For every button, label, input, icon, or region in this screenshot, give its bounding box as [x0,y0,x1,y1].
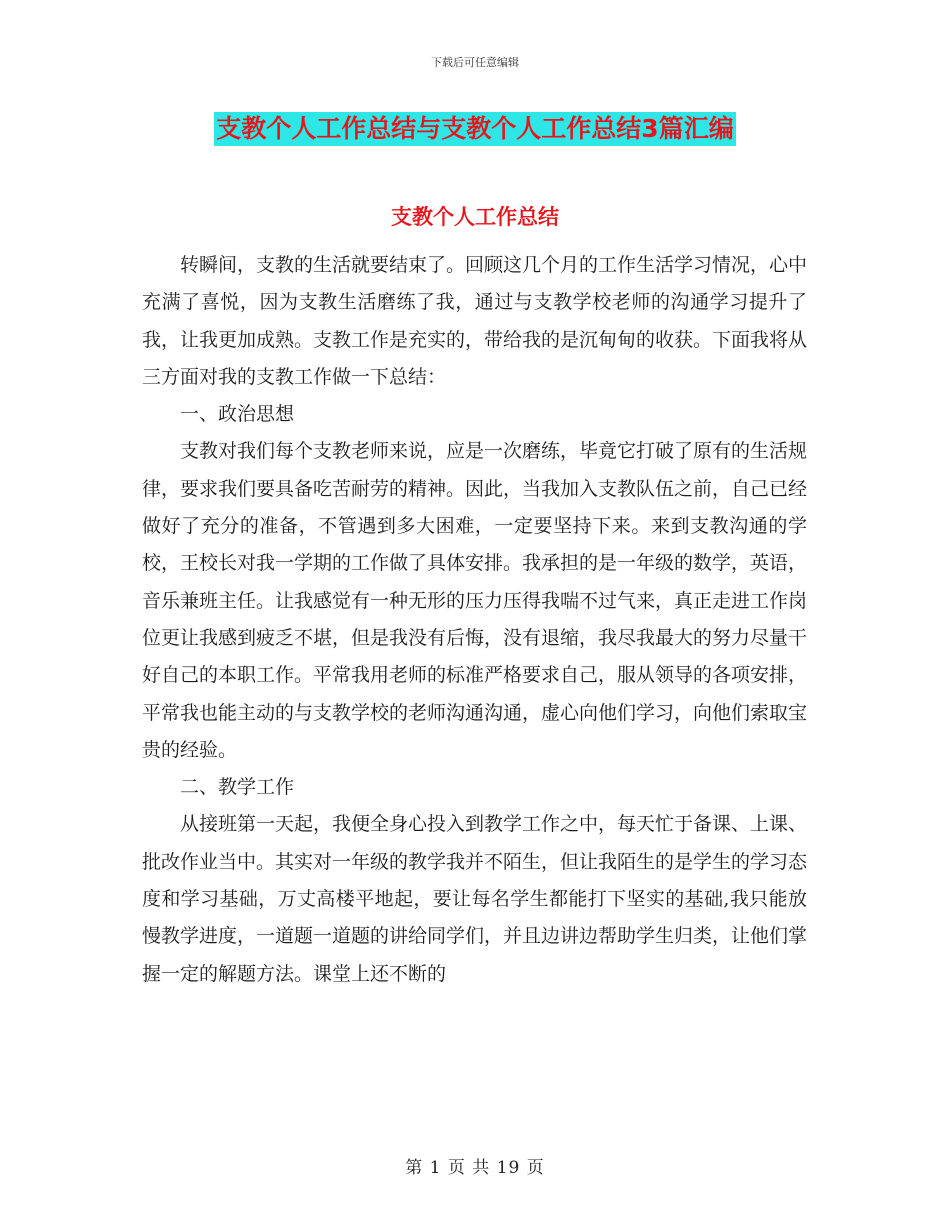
paragraph-intro: 转瞬间，支教的生活就要结束了。回顾这几个月的工作生活学习情况，心中充满了喜悦，因为支教生活磨练了我，通过与支教学校老师的沟通学习提升了我，让我更加成熟。支教工作是充实的，带给我的是沉甸甸的收获。下面我将从三方面对我的支教工作做一下总结： [142,254,808,388]
paragraph-politics: 支教对我们每个支教老师来说，应是一次磨练，毕竟它打破了原有的生活规律，要求我们要具备吃苦耐劳的精神。因此，当我加入支教队伍之前，自己已经做好了充分的准备，不管遇到多大困难，一定要坚持下来。来到支教沟通的学校，王校长对我一学期的工作做了具体安排。我承担的是一年级的数学，英语，音乐兼班主任。让我感觉有一种无形的压力压得我喘不过气来，真正走进工作岗位更让我感到疲乏不堪，但是我没有后悔，没有退缩，我尽我最大的努力尽量干好自己的本职工作。平常我用老师的标准严格要求自己，服从领导的各项安排，平常我也能主动的与支教学校的老师沟通沟通，虚心向他们学习，向他们索取宝贵的经验。 [142,440,808,761]
page-footer: 第 1 页 共 19 页 [405,1158,545,1178]
header-note: 下载后可任意编辑 [431,56,519,69]
document-title-text: 支教个人工作总结与支教个人工作总结3篇汇编 [214,112,735,146]
heading-politics: 一、政治思想 [180,403,295,426]
paragraph-teaching: 从接班第一天起，我便全身心投入到教学工作之中，每天忙于备课、上课、批改作业当中。其实对一年级的教学我并不陌生，但让我陌生的是学生的学习态度和学习基础，万丈高楼平地起，要让每名学生都能打下坚实的基础,我只能放慢教学进度，一道题一道题的讲给同学们，并且边讲边帮助学生归类，让他们掌握一定的解题方法。课堂上还不断的 [142,813,808,985]
body-text [142,247,807,993]
section-title: 支教个人工作总结 [391,205,559,229]
heading-teaching: 二、教学工作 [180,776,295,799]
document-title [0,112,950,146]
